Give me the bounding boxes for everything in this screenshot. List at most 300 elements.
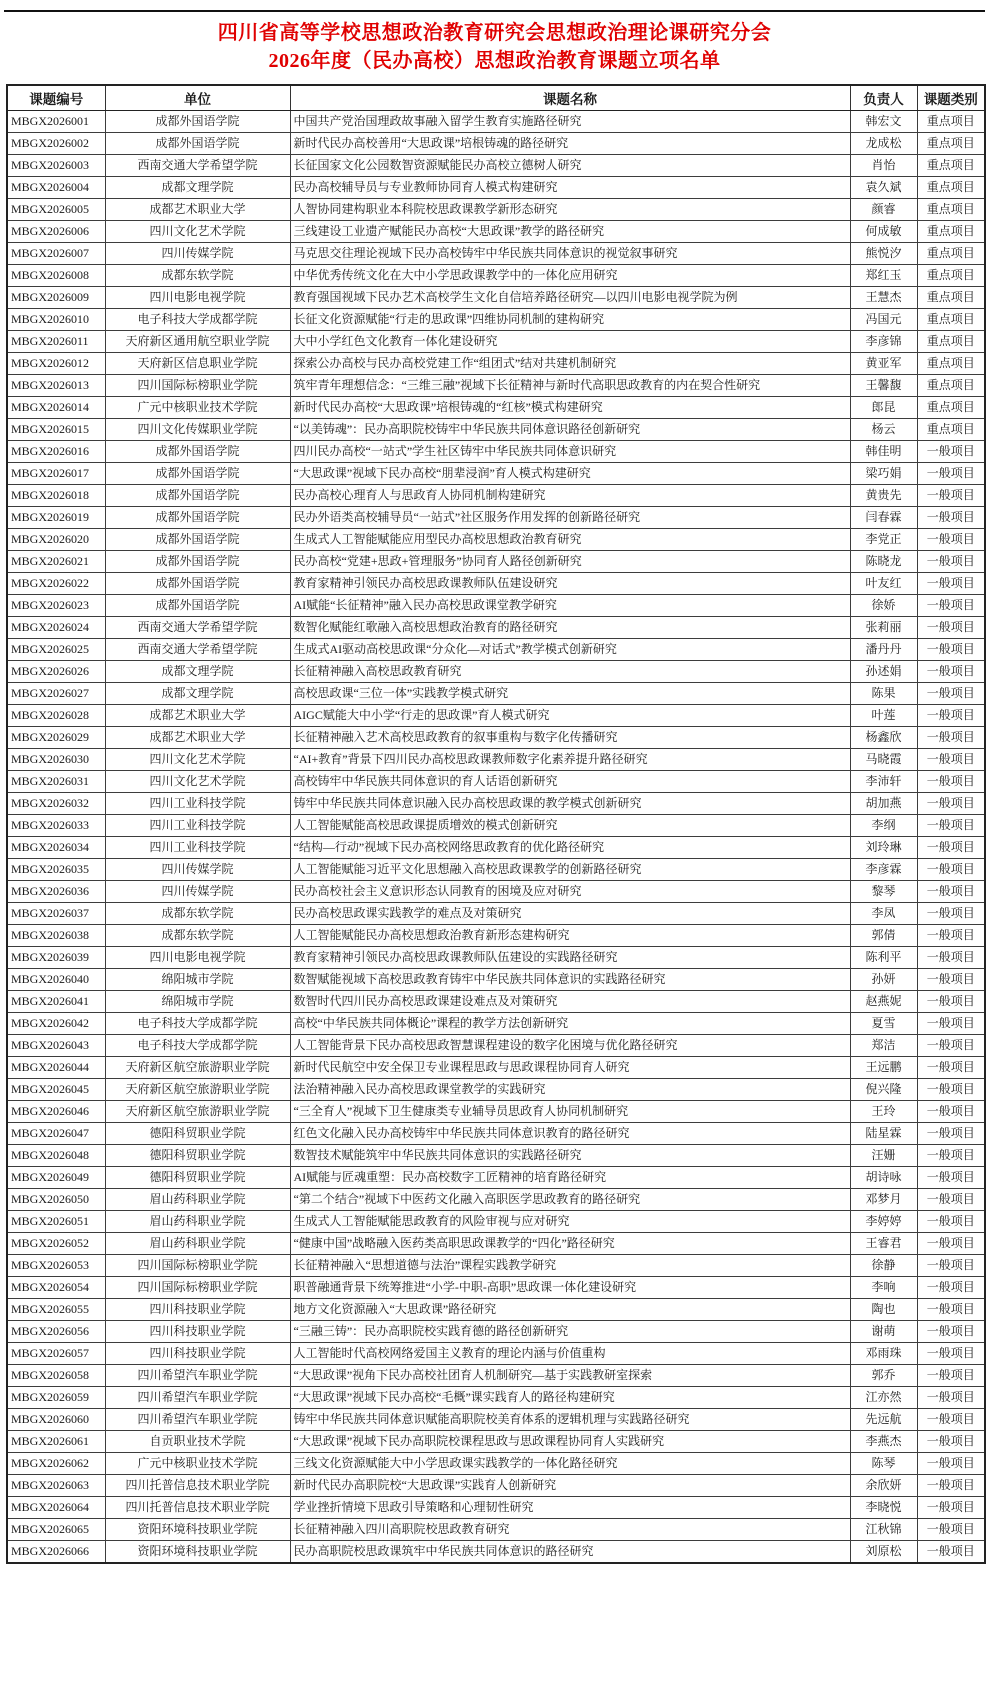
project-id-cell: MBGX2026034 — [7, 837, 105, 859]
category-cell: 重点项目 — [917, 287, 985, 309]
unit-cell: 四川传媒学院 — [105, 881, 290, 903]
unit-cell: 天府新区航空旅游职业学院 — [105, 1079, 290, 1101]
leader-cell: 孙妍 — [850, 969, 917, 991]
project-id-cell: MBGX2026029 — [7, 727, 105, 749]
leader-cell: 王睿君 — [850, 1233, 917, 1255]
category-cell: 一般项目 — [917, 595, 985, 617]
project-title-cell: 中华优秀传统文化在大中小学思政课教学中的一体化应用研究 — [290, 265, 850, 287]
table-body — [7, 111, 985, 1564]
project-id-cell: MBGX2026037 — [7, 903, 105, 925]
leader-cell: 陆星霖 — [850, 1123, 917, 1145]
category-cell: 一般项目 — [917, 507, 985, 529]
table-row — [7, 793, 985, 815]
category-cell: 一般项目 — [917, 1211, 985, 1233]
table-row — [7, 1321, 985, 1343]
table-row — [7, 507, 985, 529]
category-cell: 一般项目 — [917, 1497, 985, 1519]
category-cell: 一般项目 — [917, 1365, 985, 1387]
leader-cell: 刘原松 — [850, 1541, 917, 1564]
doc-title — [0, 19, 989, 75]
leader-cell: 邓雨珠 — [850, 1343, 917, 1365]
leader-cell: 王馨馥 — [850, 375, 917, 397]
leader-cell: 叶友红 — [850, 573, 917, 595]
project-title-cell: 数智时代四川民办高校思政课建设难点及对策研究 — [290, 991, 850, 1013]
header-project-id: 课题编号 — [7, 85, 105, 111]
project-id-cell: MBGX2026048 — [7, 1145, 105, 1167]
leader-cell: 孙述娟 — [850, 661, 917, 683]
leader-cell: 汪姗 — [850, 1145, 917, 1167]
unit-cell: 广元中核职业技术学院 — [105, 397, 290, 419]
category-cell: 一般项目 — [917, 969, 985, 991]
unit-cell: 西南交通大学希望学院 — [105, 617, 290, 639]
doc-title-line1: 四川省高等学校思想政治教育研究会思想政治理论课研究分会 — [217, 22, 772, 44]
table-row — [7, 1299, 985, 1321]
project-title-cell: 人工智能赋能习近平文化思想融入高校思政课教学的创新路径研究 — [290, 859, 850, 881]
leader-cell: 黎琴 — [850, 881, 917, 903]
project-id-cell: MBGX2026051 — [7, 1211, 105, 1233]
top-rule — [4, 10, 985, 12]
project-id-cell: MBGX2026033 — [7, 815, 105, 837]
category-cell: 一般项目 — [917, 705, 985, 727]
table-row — [7, 1079, 985, 1101]
unit-cell: 四川国际标榜职业学院 — [105, 1255, 290, 1277]
category-cell: 一般项目 — [917, 1387, 985, 1409]
table-row — [7, 639, 985, 661]
project-title-cell: 人工智能时代高校网络爱国主义教育的理论内涵与价值重构 — [290, 1343, 850, 1365]
project-id-cell: MBGX2026007 — [7, 243, 105, 265]
project-id-cell: MBGX2026027 — [7, 683, 105, 705]
project-title-cell: 新时代民办高校“大思政课”培根铸魂的“红核”模式构建研究 — [290, 397, 850, 419]
project-id-cell: MBGX2026016 — [7, 441, 105, 463]
unit-cell: 四川文化艺术学院 — [105, 771, 290, 793]
unit-cell: 天府新区航空旅游职业学院 — [105, 1101, 290, 1123]
leader-cell: 闫春霖 — [850, 507, 917, 529]
table-row — [7, 881, 985, 903]
category-cell: 重点项目 — [917, 199, 985, 221]
table-row — [7, 287, 985, 309]
leader-cell: 王远鹏 — [850, 1057, 917, 1079]
table-row — [7, 1519, 985, 1541]
project-title-cell: 高校铸牢中华民族共同体意识的育人话语创新研究 — [290, 771, 850, 793]
table-row — [7, 111, 985, 133]
unit-cell: 西南交通大学希望学院 — [105, 155, 290, 177]
project-id-cell: MBGX2026058 — [7, 1365, 105, 1387]
leader-cell: 江亦然 — [850, 1387, 917, 1409]
leader-cell: 郎昆 — [850, 397, 917, 419]
project-title-cell: 数智技术赋能筑牢中华民族共同体意识的实践路径研究 — [290, 1145, 850, 1167]
leader-cell: 张莉丽 — [850, 617, 917, 639]
table-row — [7, 595, 985, 617]
project-title-cell: 生成式人工智能赋能思政教育的风险审视与应对研究 — [290, 1211, 850, 1233]
category-cell: 一般项目 — [917, 1519, 985, 1541]
project-title-cell: 中国共产党治国理政故事融入留学生教育实施路径研究 — [290, 111, 850, 133]
table-row — [7, 1189, 985, 1211]
leader-cell: 潘丹丹 — [850, 639, 917, 661]
project-id-cell: MBGX2026005 — [7, 199, 105, 221]
unit-cell: 成都艺术职业大学 — [105, 727, 290, 749]
project-title-cell: “AI+教育”背景下四川民办高校思政课教师数字化素养提升路径研究 — [290, 749, 850, 771]
leader-cell: 李凤 — [850, 903, 917, 925]
project-id-cell: MBGX2026025 — [7, 639, 105, 661]
project-id-cell: MBGX2026049 — [7, 1167, 105, 1189]
category-cell: 一般项目 — [917, 1145, 985, 1167]
project-id-cell: MBGX2026042 — [7, 1013, 105, 1035]
unit-cell: 四川电影电视学院 — [105, 287, 290, 309]
project-title-cell: 人工智能赋能民办高校思想政治教育新形态建构研究 — [290, 925, 850, 947]
project-title-cell: “大思政课”视角下民办高校社团育人机制研究—基于实践教研室探索 — [290, 1365, 850, 1387]
unit-cell: 成都文理学院 — [105, 661, 290, 683]
category-cell: 一般项目 — [917, 771, 985, 793]
unit-cell: 成都东软学院 — [105, 903, 290, 925]
category-cell: 一般项目 — [917, 1255, 985, 1277]
project-title-cell: 四川民办高校“一站式”学生社区铸牢中华民族共同体意识研究 — [290, 441, 850, 463]
category-cell: 重点项目 — [917, 375, 985, 397]
table-row — [7, 177, 985, 199]
leader-cell: 袁久斌 — [850, 177, 917, 199]
table-row — [7, 1497, 985, 1519]
category-cell: 一般项目 — [917, 1453, 985, 1475]
table-row — [7, 837, 985, 859]
table-row — [7, 749, 985, 771]
header-row — [7, 85, 985, 111]
project-title-cell: 生成式AI驱动高校思政课“分众化—对话式”教学模式创新研究 — [290, 639, 850, 661]
header-category: 课题类别 — [917, 85, 985, 111]
project-title-cell: 教育强国视域下民办艺术高校学生文化自信培养路径研究—以四川电影电视学院为例 — [290, 287, 850, 309]
table-row — [7, 551, 985, 573]
category-cell: 一般项目 — [917, 1409, 985, 1431]
project-title-cell: 铸牢中华民族共同体意识赋能高职院校美育体系的逻辑机理与实践路径研究 — [290, 1409, 850, 1431]
leader-cell: 谢萌 — [850, 1321, 917, 1343]
project-title-cell: 人工智能赋能高校思政课提质增效的模式创新研究 — [290, 815, 850, 837]
category-cell: 重点项目 — [917, 397, 985, 419]
table-row — [7, 859, 985, 881]
leader-cell: 韩宏文 — [850, 111, 917, 133]
table-row — [7, 969, 985, 991]
table-row — [7, 925, 985, 947]
table-row — [7, 1365, 985, 1387]
project-id-cell: MBGX2026026 — [7, 661, 105, 683]
table-row — [7, 1233, 985, 1255]
project-id-cell: MBGX2026023 — [7, 595, 105, 617]
category-cell: 一般项目 — [917, 551, 985, 573]
table-row — [7, 573, 985, 595]
unit-cell: 天府新区通用航空职业学院 — [105, 331, 290, 353]
unit-cell: 四川国际标榜职业学院 — [105, 1277, 290, 1299]
table-row — [7, 1101, 985, 1123]
category-cell: 一般项目 — [917, 903, 985, 925]
project-id-cell: MBGX2026003 — [7, 155, 105, 177]
unit-cell: 眉山药科职业学院 — [105, 1189, 290, 1211]
project-id-cell: MBGX2026050 — [7, 1189, 105, 1211]
unit-cell: 成都外国语学院 — [105, 111, 290, 133]
leader-cell: 李燕杰 — [850, 1431, 917, 1453]
leader-cell: 杨鑫欣 — [850, 727, 917, 749]
unit-cell: 四川工业科技学院 — [105, 815, 290, 837]
table-row — [7, 771, 985, 793]
unit-cell: 成都外国语学院 — [105, 529, 290, 551]
project-title-cell: 长征精神融入“思想道德与法治”课程实践教学研究 — [290, 1255, 850, 1277]
header-leader: 负责人 — [850, 85, 917, 111]
project-id-cell: MBGX2026001 — [7, 111, 105, 133]
table-row — [7, 1475, 985, 1497]
project-id-cell: MBGX2026035 — [7, 859, 105, 881]
table-row — [7, 353, 985, 375]
unit-cell: 四川工业科技学院 — [105, 793, 290, 815]
project-title-cell: 地方文化资源融入“大思政课”路径研究 — [290, 1299, 850, 1321]
category-cell: 一般项目 — [917, 815, 985, 837]
project-id-cell: MBGX2026013 — [7, 375, 105, 397]
unit-cell: 四川文化艺术学院 — [105, 221, 290, 243]
leader-cell: 肖怡 — [850, 155, 917, 177]
leader-cell: 郑红玉 — [850, 265, 917, 287]
project-id-cell: MBGX2026010 — [7, 309, 105, 331]
leader-cell: 李彦锦 — [850, 331, 917, 353]
category-cell: 重点项目 — [917, 353, 985, 375]
leader-cell: 龙成松 — [850, 133, 917, 155]
project-id-cell: MBGX2026002 — [7, 133, 105, 155]
leader-cell: 颜睿 — [850, 199, 917, 221]
project-id-cell: MBGX2026055 — [7, 1299, 105, 1321]
leader-cell: 黄贵先 — [850, 485, 917, 507]
project-id-cell: MBGX2026022 — [7, 573, 105, 595]
category-cell: 一般项目 — [917, 1123, 985, 1145]
project-title-cell: 马克思交往理论视域下民办高校铸牢中华民族共同体意识的视觉叙事研究 — [290, 243, 850, 265]
unit-cell: 四川科技职业学院 — [105, 1299, 290, 1321]
unit-cell: 西南交通大学希望学院 — [105, 639, 290, 661]
project-title-cell: 探索公办高校与民办高校党建工作“组团式”结对共建机制研究 — [290, 353, 850, 375]
project-title-cell: “大思政课”视域下民办高校“毛概”课实践育人的路径构建研究 — [290, 1387, 850, 1409]
category-cell: 一般项目 — [917, 617, 985, 639]
unit-cell: 广元中核职业技术学院 — [105, 1453, 290, 1475]
project-id-cell: MBGX2026041 — [7, 991, 105, 1013]
project-title-cell: AIGC赋能大中小学“行走的思政课”育人模式研究 — [290, 705, 850, 727]
category-cell: 一般项目 — [917, 639, 985, 661]
project-id-cell: MBGX2026009 — [7, 287, 105, 309]
project-title-cell: “大思政课”视域下民办高职院校课程思政与思政课程协同育人实践研究 — [290, 1431, 850, 1453]
leader-cell: 李婷婷 — [850, 1211, 917, 1233]
unit-cell: 成都外国语学院 — [105, 595, 290, 617]
project-title-cell: 民办高校社会主义意识形态认同教育的困境及应对研究 — [290, 881, 850, 903]
unit-cell: 自贡职业技术学院 — [105, 1431, 290, 1453]
table-row — [7, 331, 985, 353]
leader-cell: 徐静 — [850, 1255, 917, 1277]
unit-cell: 四川科技职业学院 — [105, 1321, 290, 1343]
table-row — [7, 1431, 985, 1453]
table-row — [7, 991, 985, 1013]
project-title-cell: 生成式人工智能赋能应用型民办高校思想政治教育研究 — [290, 529, 850, 551]
category-cell: 一般项目 — [917, 441, 985, 463]
project-id-cell: MBGX2026006 — [7, 221, 105, 243]
leader-cell: 叶莲 — [850, 705, 917, 727]
table-row — [7, 441, 985, 463]
project-title-cell: 长征国家文化公园数智资源赋能民办高校立德树人研究 — [290, 155, 850, 177]
project-title-cell: 高校思政课“三位一体”实践教学模式研究 — [290, 683, 850, 705]
leader-cell: 杨云 — [850, 419, 917, 441]
table-row — [7, 397, 985, 419]
category-cell: 一般项目 — [917, 991, 985, 1013]
project-id-cell: MBGX2026053 — [7, 1255, 105, 1277]
project-title-cell: 学业挫折情境下思政引导策略和心理韧性研究 — [290, 1497, 850, 1519]
table-row — [7, 1409, 985, 1431]
category-cell: 一般项目 — [917, 1101, 985, 1123]
category-cell: 一般项目 — [917, 749, 985, 771]
header-unit: 单位 — [105, 85, 290, 111]
category-cell: 一般项目 — [917, 661, 985, 683]
leader-cell: 黄亚军 — [850, 353, 917, 375]
project-title-cell: 大中小学红色文化教育一体化建设研究 — [290, 331, 850, 353]
category-cell: 一般项目 — [917, 1233, 985, 1255]
category-cell: 一般项目 — [917, 1343, 985, 1365]
project-id-cell: MBGX2026057 — [7, 1343, 105, 1365]
category-cell: 一般项目 — [917, 1541, 985, 1564]
project-title-cell: 数智赋能视域下高校思政教育铸牢中华民族共同体意识的实践路径研究 — [290, 969, 850, 991]
category-cell: 重点项目 — [917, 177, 985, 199]
unit-cell: 成都外国语学院 — [105, 463, 290, 485]
table-row — [7, 199, 985, 221]
project-id-cell: MBGX2026017 — [7, 463, 105, 485]
table-row — [7, 1277, 985, 1299]
category-cell: 重点项目 — [917, 309, 985, 331]
category-cell: 一般项目 — [917, 793, 985, 815]
leader-cell: 先远航 — [850, 1409, 917, 1431]
category-cell: 一般项目 — [917, 837, 985, 859]
project-title-cell: 教育家精神引领民办高校思政课教师队伍建设研究 — [290, 573, 850, 595]
unit-cell: 四川文化艺术学院 — [105, 749, 290, 771]
project-id-cell: MBGX2026066 — [7, 1541, 105, 1564]
table-row — [7, 903, 985, 925]
unit-cell: 四川托普信息技术职业学院 — [105, 1475, 290, 1497]
leader-cell: 胡加燕 — [850, 793, 917, 815]
category-cell: 一般项目 — [917, 1431, 985, 1453]
unit-cell: 四川传媒学院 — [105, 243, 290, 265]
unit-cell: 成都东软学院 — [105, 265, 290, 287]
unit-cell: 四川传媒学院 — [105, 859, 290, 881]
leader-cell: 陈琴 — [850, 1453, 917, 1475]
project-title-cell: 铸牢中华民族共同体意识融入民办高校思政课的教学模式创新研究 — [290, 793, 850, 815]
project-id-cell: MBGX2026015 — [7, 419, 105, 441]
category-cell: 一般项目 — [917, 529, 985, 551]
projects-table — [6, 84, 986, 1564]
project-id-cell: MBGX2026032 — [7, 793, 105, 815]
project-title-cell: “结构—行动”视域下民办高校网络思政教育的优化路径研究 — [290, 837, 850, 859]
project-title-cell: AI赋能与匠魂重塑：民办高校数字工匠精神的培育路径研究 — [290, 1167, 850, 1189]
table-row — [7, 727, 985, 749]
project-title-cell: “第二个结合”视域下中医药文化融入高职医学思政教育的路径研究 — [290, 1189, 850, 1211]
unit-cell: 电子科技大学成都学院 — [105, 309, 290, 331]
leader-cell: 韩佳明 — [850, 441, 917, 463]
project-id-cell: MBGX2026047 — [7, 1123, 105, 1145]
unit-cell: 成都外国语学院 — [105, 485, 290, 507]
category-cell: 重点项目 — [917, 331, 985, 353]
project-id-cell: MBGX2026028 — [7, 705, 105, 727]
leader-cell: 刘玲琳 — [850, 837, 917, 859]
category-cell: 一般项目 — [917, 947, 985, 969]
unit-cell: 成都东软学院 — [105, 925, 290, 947]
leader-cell: 李党正 — [850, 529, 917, 551]
project-id-cell: MBGX2026060 — [7, 1409, 105, 1431]
unit-cell: 成都艺术职业大学 — [105, 705, 290, 727]
doc-title-line2: 2026年度（民办高校）思想政治教育课题立项名单 — [268, 50, 721, 72]
table-row — [7, 1453, 985, 1475]
project-id-cell: MBGX2026046 — [7, 1101, 105, 1123]
table-row — [7, 1541, 985, 1564]
project-id-cell: MBGX2026021 — [7, 551, 105, 573]
table-row — [7, 485, 985, 507]
project-id-cell: MBGX2026008 — [7, 265, 105, 287]
project-id-cell: MBGX2026054 — [7, 1277, 105, 1299]
leader-cell: 李纲 — [850, 815, 917, 837]
project-title-cell: 法治精神融入民办高校思政课堂教学的实践研究 — [290, 1079, 850, 1101]
project-title-cell: 红色文化融入民办高校铸牢中华民族共同体意识教育的路径研究 — [290, 1123, 850, 1145]
unit-cell: 德阳科贸职业学院 — [105, 1145, 290, 1167]
project-id-cell: MBGX2026039 — [7, 947, 105, 969]
project-title-cell: “三融三铸”：民办高职院校实践育德的路径创新研究 — [290, 1321, 850, 1343]
leader-cell: 李彦霖 — [850, 859, 917, 881]
leader-cell: 陶也 — [850, 1299, 917, 1321]
project-id-cell: MBGX2026024 — [7, 617, 105, 639]
unit-cell: 成都外国语学院 — [105, 573, 290, 595]
project-title-cell: 三线建设工业遗产赋能民办高校“大思政课”教学的路径研究 — [290, 221, 850, 243]
table-row — [7, 815, 985, 837]
project-id-cell: MBGX2026038 — [7, 925, 105, 947]
table-row — [7, 419, 985, 441]
category-cell: 一般项目 — [917, 1321, 985, 1343]
table-row — [7, 375, 985, 397]
project-id-cell: MBGX2026065 — [7, 1519, 105, 1541]
table-row — [7, 1035, 985, 1057]
unit-cell: 四川希望汽车职业学院 — [105, 1387, 290, 1409]
unit-cell: 四川电影电视学院 — [105, 947, 290, 969]
project-title-cell: 教育家精神引领民办高校思政课教师队伍建设的实践路径研究 — [290, 947, 850, 969]
project-title-cell: 长征精神融入四川高职院校思政教育研究 — [290, 1519, 850, 1541]
project-id-cell: MBGX2026059 — [7, 1387, 105, 1409]
category-cell: 一般项目 — [917, 1189, 985, 1211]
category-cell: 一般项目 — [917, 859, 985, 881]
project-title-cell: 新时代民办高校善用“大思政课”培根铸魂的路径研究 — [290, 133, 850, 155]
project-id-cell: MBGX2026056 — [7, 1321, 105, 1343]
unit-cell: 电子科技大学成都学院 — [105, 1035, 290, 1057]
leader-cell: 梁巧娟 — [850, 463, 917, 485]
project-id-cell: MBGX2026064 — [7, 1497, 105, 1519]
project-id-cell: MBGX2026020 — [7, 529, 105, 551]
category-cell: 重点项目 — [917, 265, 985, 287]
leader-cell: 李晓悦 — [850, 1497, 917, 1519]
unit-cell: 成都艺术职业大学 — [105, 199, 290, 221]
category-cell: 重点项目 — [917, 243, 985, 265]
unit-cell: 成都外国语学院 — [105, 441, 290, 463]
unit-cell: 绵阳城市学院 — [105, 969, 290, 991]
project-title-cell: “健康中国”战略融入医药类高职思政课教学的“四化”路径研究 — [290, 1233, 850, 1255]
leader-cell: 陈果 — [850, 683, 917, 705]
category-cell: 重点项目 — [917, 419, 985, 441]
unit-cell: 四川希望汽车职业学院 — [105, 1409, 290, 1431]
project-id-cell: MBGX2026061 — [7, 1431, 105, 1453]
project-title-cell: 人工智能背景下民办高校思政智慧课程建设的数字化困境与优化路径研究 — [290, 1035, 850, 1057]
unit-cell: 天府新区航空旅游职业学院 — [105, 1057, 290, 1079]
project-title-cell: “大思政课”视域下民办高校“朋辈浸润”育人模式构建研究 — [290, 463, 850, 485]
unit-cell: 德阳科贸职业学院 — [105, 1167, 290, 1189]
project-title-cell: AI赋能“长征精神”融入民办高校思政课堂教学研究 — [290, 595, 850, 617]
category-cell: 一般项目 — [917, 1057, 985, 1079]
leader-cell: 倪兴隆 — [850, 1079, 917, 1101]
leader-cell: 夏雪 — [850, 1013, 917, 1035]
unit-cell: 成都外国语学院 — [105, 507, 290, 529]
leader-cell: 郭乔 — [850, 1365, 917, 1387]
project-title-cell: 民办高校“党建+思政+管理服务”协同育人路径创新研究 — [290, 551, 850, 573]
project-title-cell: 民办高校心理育人与思政育人协同机制构建研究 — [290, 485, 850, 507]
table-row — [7, 1145, 985, 1167]
project-id-cell: MBGX2026012 — [7, 353, 105, 375]
